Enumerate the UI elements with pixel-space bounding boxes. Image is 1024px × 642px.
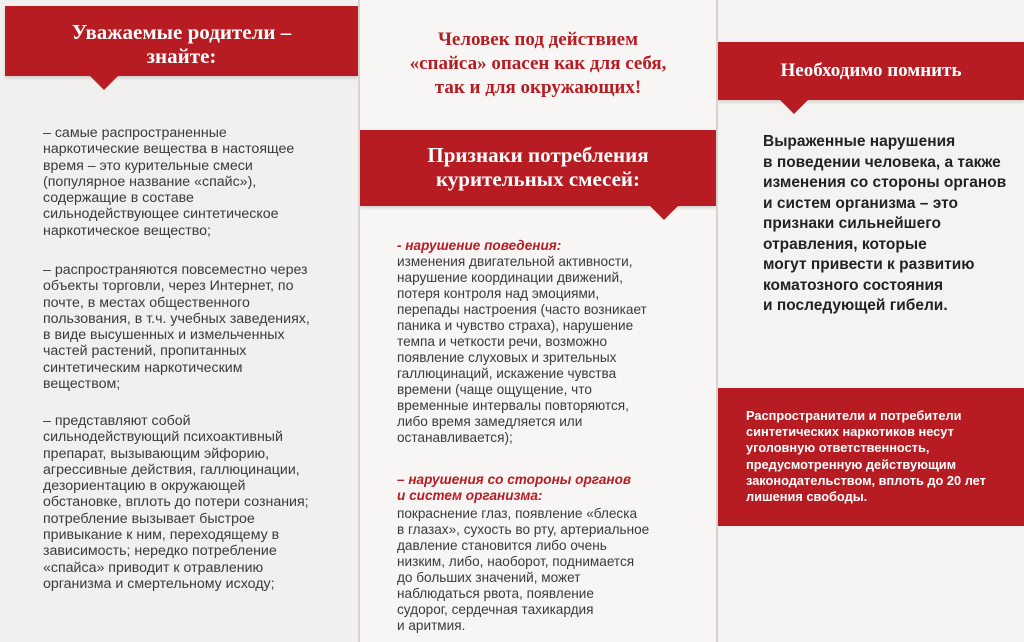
text-line: синтетическим наркотическим	[43, 359, 243, 376]
right-panel	[718, 0, 1024, 642]
text-line: либо время замедляется или	[397, 414, 583, 429]
text-line: изменения двигательной активности,	[397, 254, 633, 269]
text-line: сильнодействующий психоактивный	[43, 429, 283, 446]
middle-panel	[360, 0, 716, 642]
text-line: так и для окружающих!	[434, 77, 642, 98]
liability-notice-box	[718, 388, 1024, 526]
text-line: признаки сильнейшего	[763, 215, 941, 232]
text-line: уголовную ответственность,	[746, 440, 930, 456]
text-line: наркотические вещества в настоящее	[43, 141, 295, 158]
text-line: сильнодействующее синтетическое	[43, 206, 279, 223]
text-line: наблюдаться рвота, появление	[397, 586, 594, 601]
text-line: покраснение глаз, появление «блеска	[397, 506, 638, 521]
text-line: Распространители и потребители	[746, 408, 962, 423]
text-line: перепады настроения (часто возникает	[397, 302, 647, 317]
text-line: появление слуховых и зрительных	[397, 350, 617, 365]
text-line: Выраженные нарушения	[763, 133, 956, 150]
text-line: – распространяются повсеместно через	[43, 262, 308, 278]
liability-notice-text	[746, 408, 986, 505]
remember-title-banner	[718, 42, 1024, 100]
text-line: давление становится либо очень	[397, 538, 607, 553]
text-line: агрессивные действия, галлюцинации,	[43, 461, 300, 478]
text-line: зависимость; нередко потребление	[43, 543, 277, 560]
text-line: в виде высушенных и измельченных	[43, 327, 285, 344]
behavior-text	[397, 254, 647, 446]
text-line: отравления, которые	[763, 235, 927, 253]
text-line: объекты торговли, через Интернет, по	[43, 278, 294, 295]
text-line: и систем организма – это	[763, 194, 958, 212]
text-line: временные интервалы повторяются,	[397, 398, 629, 413]
text-line: Уважаемые родители –	[71, 20, 292, 44]
text-line: темпа и четкости речи, возможно	[397, 334, 608, 349]
text-line: коматозного состояния	[763, 276, 944, 294]
text-line: и аритмия.	[397, 618, 466, 633]
parents-title-banner	[5, 6, 358, 76]
text-line: (популярное название «спайс»),	[43, 173, 257, 190]
text-line: наркотическое вещество;	[43, 222, 211, 239]
text-line: и последующей гибели.	[763, 297, 948, 314]
text-line: судорог, сердечная тахикардия	[397, 602, 594, 617]
text-line: в поведении человека, а также	[763, 153, 1001, 171]
text-line: привыкание к ним, переходящему в	[43, 527, 280, 544]
text-line: организма и смертельному исходу;	[43, 575, 275, 592]
banner-tail	[650, 206, 678, 220]
behavior-heading	[397, 238, 561, 254]
text-line: почте, в местах общественного	[43, 294, 250, 311]
signs-title-banner	[360, 130, 716, 206]
organs-heading	[397, 472, 631, 504]
text-line: останавливается);	[397, 430, 513, 445]
text-line: «спайса» опасен как для себя,	[409, 53, 667, 74]
text-line: времени (чаще ощущение, что	[397, 382, 592, 397]
text-line: законодательством, вплоть до 20 лет	[746, 472, 986, 488]
text-line: обстановке, вплоть до потери сознания;	[43, 494, 309, 511]
text-line: препарат, вызывающим эйфорию,	[43, 445, 270, 462]
text-line: предусмотренную действующим	[746, 456, 957, 472]
text-line: синтетических наркотиков несут	[746, 424, 954, 440]
danger-headline	[360, 28, 716, 100]
text-line: знайте:	[146, 44, 217, 68]
remember-text	[763, 132, 1006, 317]
paragraph-distribution	[43, 262, 310, 392]
text-line: и систем организма:	[397, 488, 543, 503]
text-line: до больших значений, может	[397, 570, 581, 585]
text-line: - нарушение поведения:	[397, 238, 562, 253]
text-line: низким, либо, наоборот, поднимается	[397, 554, 635, 569]
text-line: пользования, в т.ч. учебных заведениях,	[43, 310, 310, 327]
organs-text	[397, 506, 649, 634]
text-line: потеря контроля над эмоциями,	[397, 286, 600, 301]
text-line: – самые распространенные	[43, 125, 227, 141]
text-line: «спайса» приводит к отравлению	[43, 559, 264, 576]
text-line: время – это курительные смеси	[43, 157, 253, 174]
banner-tail	[90, 76, 118, 90]
left-panel	[0, 0, 358, 642]
paragraph-common-substances	[43, 125, 294, 239]
text-line: изменения со стороны органов	[763, 174, 1007, 191]
text-line: в глазах», сухость во рту, артериальное	[397, 522, 650, 537]
text-line: Человек под действием	[437, 29, 639, 50]
text-line: курительных смесей:	[435, 167, 641, 191]
text-line: Признаки потребления	[427, 143, 649, 167]
text-line: – представляют собой	[43, 413, 191, 429]
text-line: – нарушения со стороны органов	[397, 472, 632, 487]
text-line: частей растений, пропитанных	[43, 343, 247, 360]
text-line: лишения свободы.	[746, 489, 868, 505]
text-line: потребление вызывает быстрое	[43, 510, 255, 527]
text-line: содержащие в составе	[43, 190, 194, 207]
text-line: галлюцинаций, искажение чувства	[397, 366, 617, 381]
banner-tail	[780, 100, 808, 114]
paragraph-effects	[43, 413, 309, 592]
text-line: Необходимо помнить	[780, 60, 962, 81]
text-line: паника и чувство страха), нарушение	[397, 318, 634, 333]
text-line: дезориентацию в окружающей	[43, 478, 246, 495]
text-line: могут привести к развитию	[763, 256, 975, 273]
text-line: нарушение координации движений,	[397, 270, 623, 285]
text-line: веществом;	[43, 376, 121, 393]
